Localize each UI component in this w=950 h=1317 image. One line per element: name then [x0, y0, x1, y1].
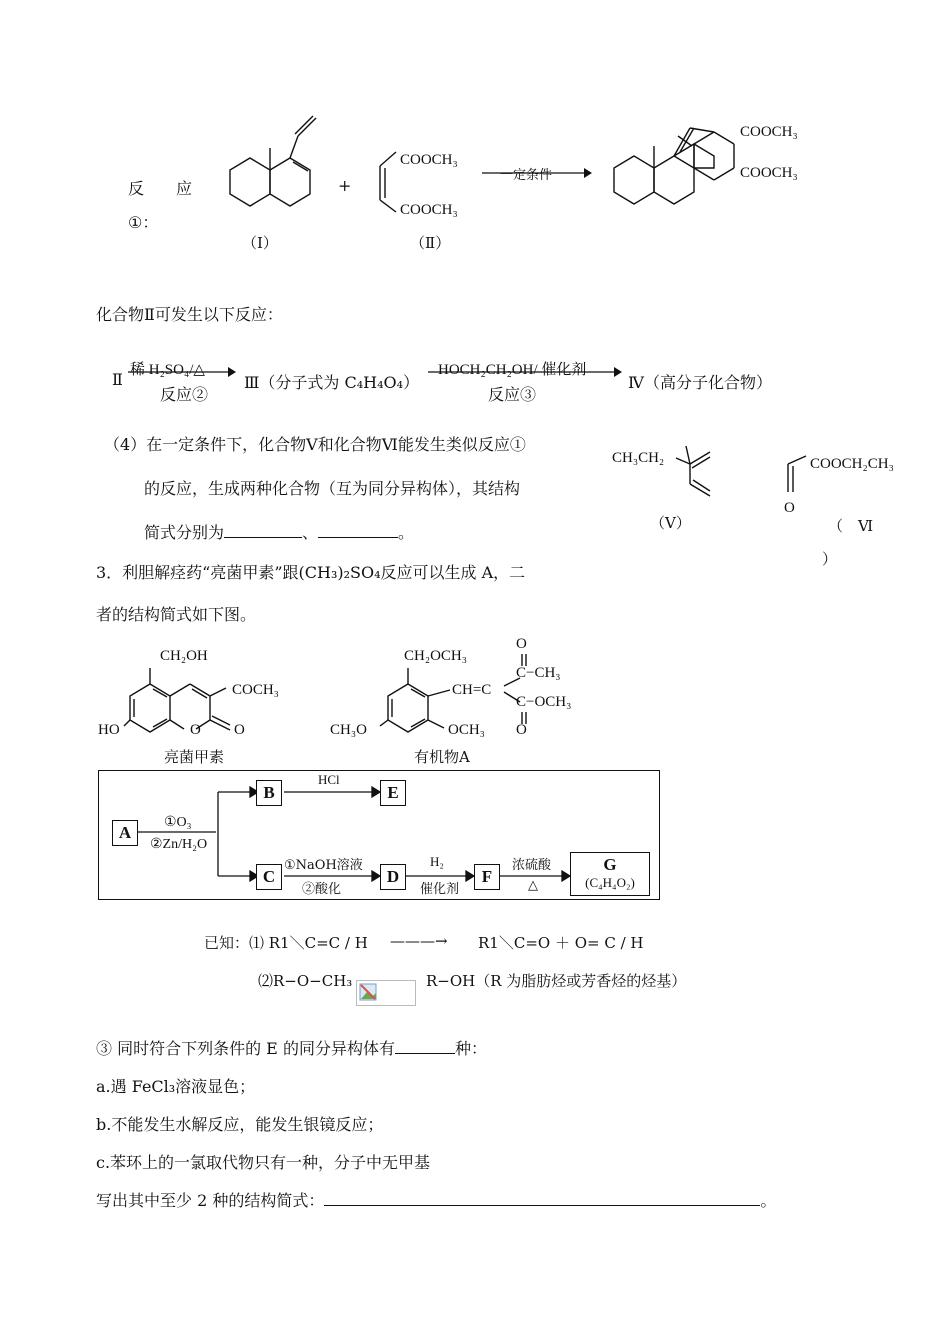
compound-II-group-top: COOCH₃ [400, 152, 458, 168]
product-structure [610, 116, 740, 216]
q3-3-line1-end: 种： [454, 1039, 487, 1058]
q3-line1: 3．利胆解痉药“亮菌甲素”跟(CH₃)₂SO₄反应可以生成 A，二 [96, 563, 526, 582]
q4-line3-text: 简式分别为 [144, 523, 225, 542]
chain-arrow2-top: HOCH₂CH₂OH/ 催化剂 [438, 362, 587, 378]
product-group-bottom: COOCH₃ [740, 165, 798, 181]
q3-3-answer-blank[interactable] [395, 1039, 455, 1054]
compound-V-structure [672, 440, 722, 500]
chain-arrow1-top: 稀 H₂SO₄/△ [130, 362, 205, 378]
known-line2-left: ⑵R−O−CH₃ [258, 972, 353, 990]
chain-arrow1-bottom: 反应② [160, 385, 209, 404]
flow-node-E: E [380, 780, 406, 806]
reaction1-condition: 一定条件 [500, 168, 553, 183]
q3-3-condition-c: c.苯环上的一氯取代物只有一种，分子中无甲基 [96, 1153, 431, 1172]
left-ring-oxygen: O [190, 722, 201, 738]
q3-3-condition-a: a.遇 FeCl₃溶液显色； [96, 1077, 256, 1096]
flow-C-reagent-1: ①NaOH溶液 [284, 858, 363, 873]
right-och3: OCH₃ [448, 722, 485, 738]
flow-node-F: F [474, 864, 500, 890]
flow-D-reagent-1: H₂ [430, 854, 444, 869]
left-ch2oh: CH₂OH [160, 648, 208, 664]
flow-node-A: A [112, 820, 138, 846]
q3-line2: 者的结构简式如下图。 [96, 605, 257, 624]
flow-node-B: B [256, 780, 282, 806]
q3-3-line1 [96, 1036, 487, 1059]
chain-start: Ⅱ [112, 370, 123, 389]
compound-V-group: CH₃CH₂ [612, 450, 665, 466]
chain-arrow1 [128, 366, 238, 378]
left-coch3: COCH₃ [232, 682, 279, 698]
right-acetyl: C−CH₃ [516, 665, 561, 681]
compound-I-structure [220, 112, 330, 222]
compound-VI-label: （ Ⅵ [828, 517, 874, 535]
plus-sign: + [338, 176, 352, 195]
compound-A-name: 有机物A [414, 748, 470, 766]
q3-3-structure-line [96, 1188, 776, 1211]
q4-line1: （4）在一定条件下，化合物Ⅴ和化合物Ⅵ能发生类似反应① [104, 435, 526, 454]
q4-line3-sep: 、 [302, 523, 319, 542]
product-group-top: COOCH₃ [740, 124, 798, 140]
compound-A-side-chain [496, 650, 536, 730]
left-ho: HO [98, 722, 120, 738]
q4-line2: 的反应，生成两种化合物（互为同分异构体），其结构 [144, 479, 521, 498]
flow-node-D: D [380, 864, 406, 890]
chain-middle: Ⅲ（分子式为 C₄H₄O₄） [244, 373, 420, 392]
known-line2-right: R−OH（R 为脂肪烃或芳香烃的烃基） [426, 972, 687, 990]
flow-node-G-letter: G [603, 855, 617, 874]
chain-end: Ⅳ（高分子化合物） [628, 373, 772, 392]
compound-VI-structure [782, 452, 812, 498]
reaction1-label-num: ①： [128, 213, 159, 232]
flow-A-reagent-1: ①O₃ [164, 815, 192, 830]
compound-VI-oxygen: O [784, 500, 795, 516]
known-line1-left: 已知：⑴ R1＼C=C / H [204, 934, 368, 952]
q3-3-condition-b: b.不能发生水解反应，能发生银镜反应； [96, 1115, 384, 1134]
q4-answer-blank-1[interactable] [224, 523, 302, 538]
compound-VI-group: COOCH₂CH₃ [810, 456, 894, 472]
compound-II-sentence: 化合物Ⅱ可发生以下反应： [96, 305, 283, 324]
compound-II-structure [372, 148, 402, 218]
broken-image-icon [356, 980, 416, 1006]
chain-arrow2 [428, 366, 624, 378]
q3-3-structure-end: 。 [760, 1191, 777, 1210]
right-oxygen-top: O [516, 636, 527, 652]
flow-node-G [570, 852, 650, 896]
flow-node-C: C [256, 864, 282, 890]
known-line1-right: R1＼C=O ＋ O= C / H [478, 934, 644, 952]
right-ester: C−OCH₃ [516, 694, 572, 710]
q4-line3-end: 。 [398, 523, 415, 542]
right-ch2och3: CH₂OCH₃ [404, 648, 467, 664]
q3-3-structure-blank[interactable] [324, 1191, 760, 1206]
flow-C-reagent-2: ②酸化 [302, 882, 342, 897]
compound-VI-label-close: ） [822, 550, 838, 568]
reaction1-arrow [482, 166, 592, 180]
flow-D-reagent-2: 催化剂 [420, 882, 460, 897]
known-line1-arrow: ———→ [390, 932, 448, 950]
q4-line3 [144, 520, 414, 543]
flow-B-reagent: HCl [318, 772, 340, 787]
compound-II-group-bottom: COOCH₃ [400, 202, 458, 218]
flow-node-G-formula: (C₄H₄O₂) [585, 875, 635, 890]
compound-I-label: （Ⅰ） [242, 234, 278, 252]
chain-arrow2-bottom: 反应③ [488, 385, 537, 404]
q3-3-structure-prompt: 写出其中至少 2 种的结构简式： [96, 1191, 325, 1210]
flow-A-reagent-2: ②Zn/H₂O [150, 837, 208, 852]
reaction1-label: 反 应 [128, 179, 193, 198]
right-vinyl: CH=C [452, 682, 492, 698]
compound-V-label: （Ⅴ） [650, 514, 691, 532]
flow-F-reagent-2: △ [528, 878, 538, 893]
right-oxygen-bottom: O [516, 722, 527, 738]
left-carbonyl-oxygen: O [234, 722, 245, 738]
compound-II-label: （Ⅱ） [410, 234, 451, 252]
liangjunjiasu-name: 亮菌甲素 [164, 748, 225, 766]
q3-3-line1-text: ③ 同时符合下列条件的 E 的同分异构体有 [96, 1039, 395, 1058]
q4-answer-blank-2[interactable] [318, 523, 398, 538]
flow-F-reagent-1: 浓硫酸 [512, 858, 552, 873]
right-ch3o: CH₃O [330, 722, 367, 738]
